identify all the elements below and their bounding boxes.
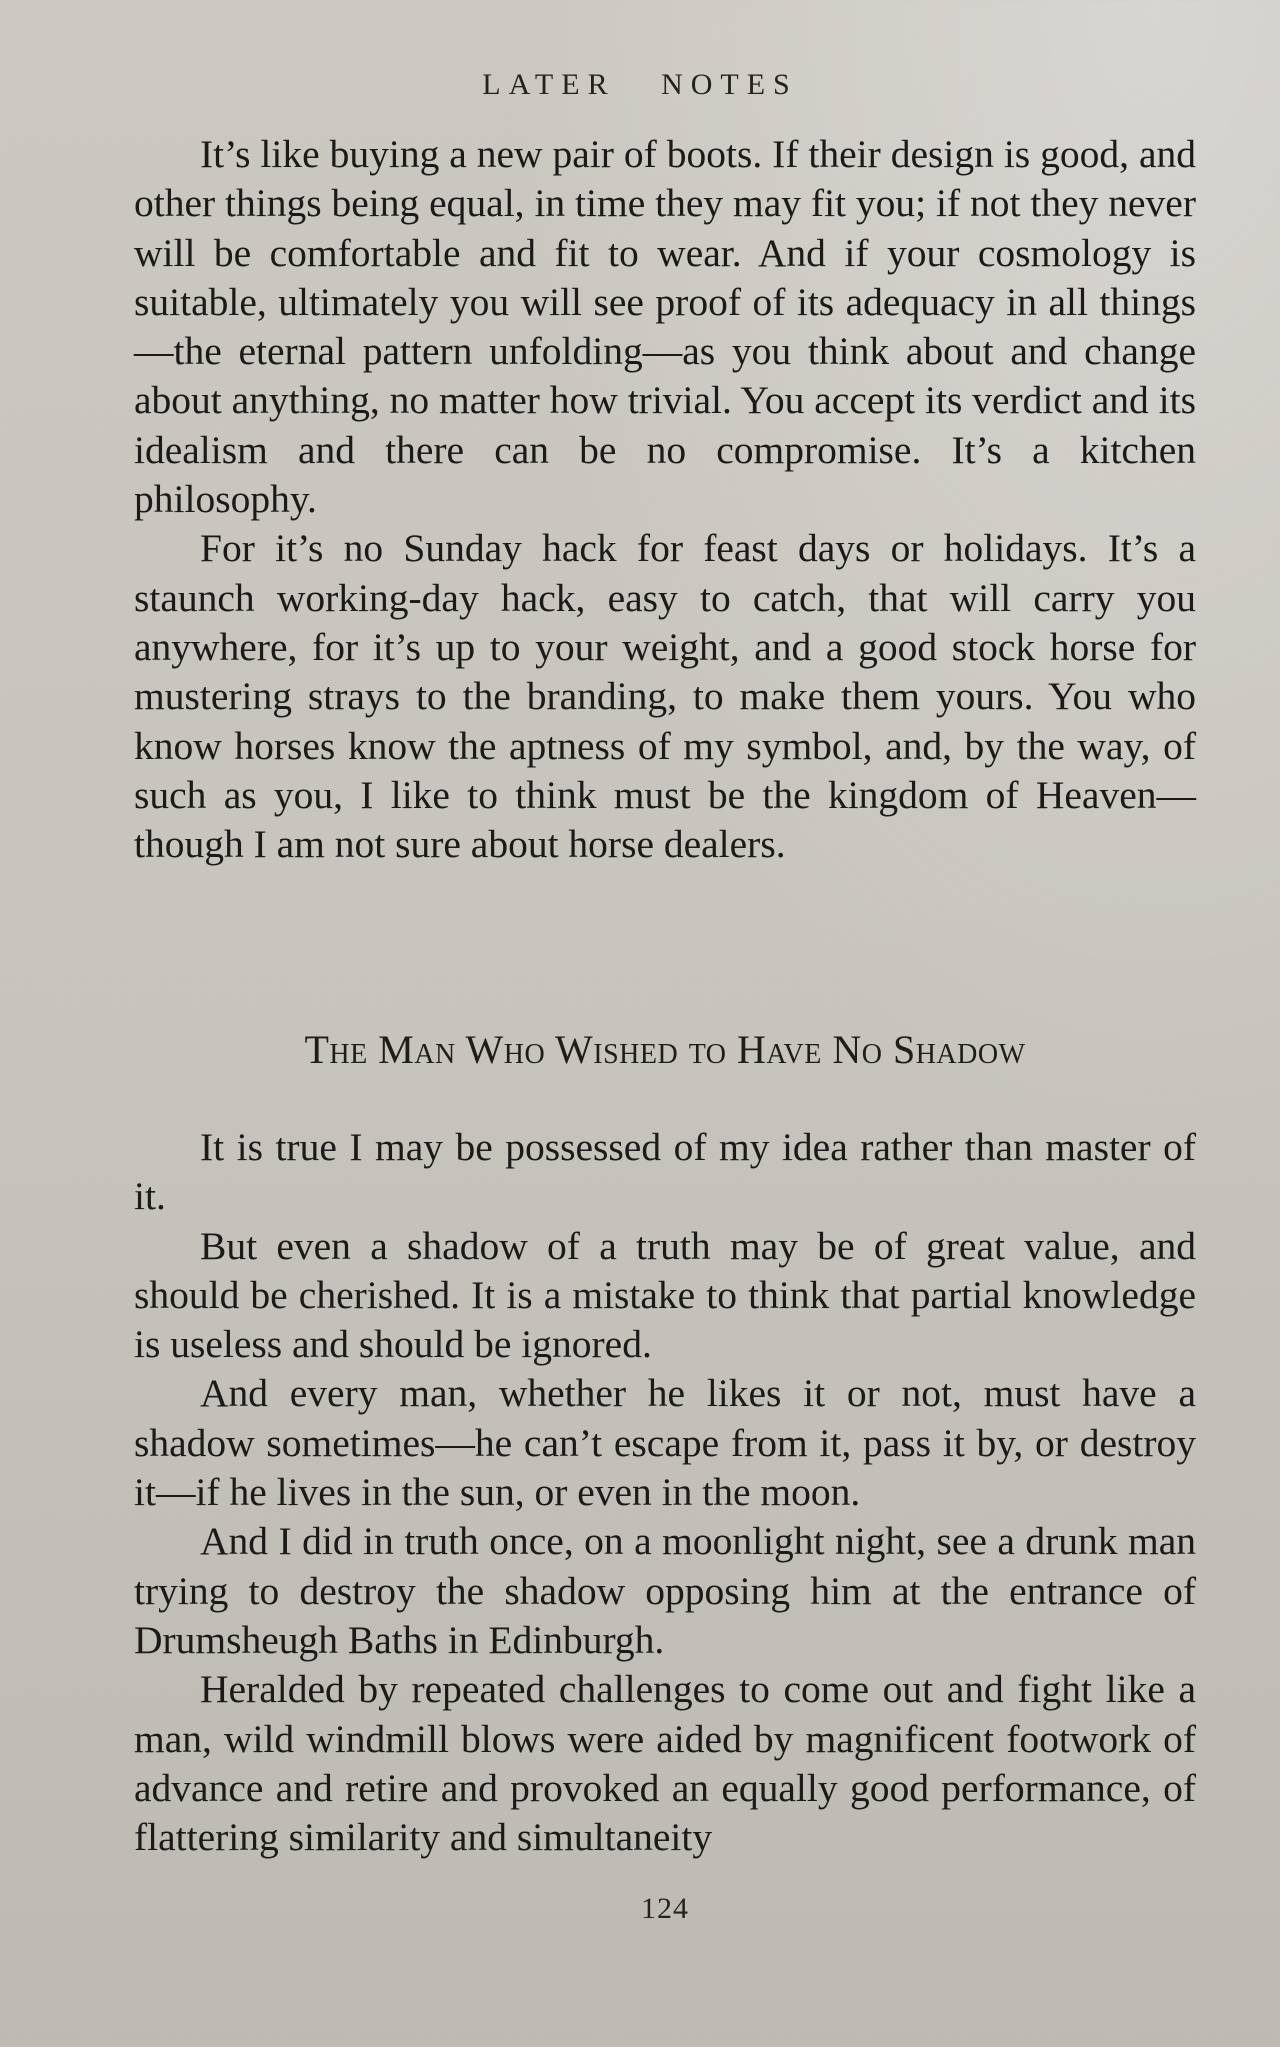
paragraph: It’s like buying a new pair of boots. If their design is good, and other things being equal, in time they may fit you; if not they never will be comfortable and fit to wear. And if your cosmology is suitable, ultimately you will see proof of its adequacy in all things—the eternal pattern unfolding—as you think about and change about anything, no matter how trivial. You accept its verdict and its idealism and there can be no compromise. It’s a kitchen philosophy. — [134, 132, 1196, 522]
paragraph: Heralded by repeated challenges to come out and fight like a man, wild windmill blows were aided by magnificent footwork of advance and retire and provoked an equally good performance, of flattering similarity and simultaneity — [134, 1667, 1196, 1860]
page-number: 124 — [641, 1892, 689, 1925]
bottom-text-block — [134, 1123, 1196, 1862]
paragraph: It is true I may be possessed of my idea rather than master of it. — [134, 1125, 1196, 1219]
paragraph: But even a shadow of a truth may be of great value, and should be cherished. It is a mistake to think that partial knowledge is useless and should be ignored. — [134, 1223, 1196, 1367]
paragraph: For it’s no Sunday hack for feast days or holidays. It’s a staunch working-day hack, easy to catch, that will carry you anywhere, for it’s up to your weight, and a good stock horse for mustering strays to the branding, to make them yours. You who know horses know the aptness of my symbol, and, by the way, of such as you, I like to think must be the kingdom of Heaven—though I am not sure about horse dealers. — [134, 526, 1196, 867]
paragraph: And every man, whether he likes it or not, must have a shadow sometimes—he can’t escape from it, pass it by, or destroy it—if he lives in the sun, or even in the moon. — [134, 1371, 1196, 1515]
top-text-block — [134, 130, 1196, 869]
section-title: The Man Who Wished to Have No Shadow — [304, 1027, 1026, 1072]
paragraph: And I did in truth once, on a moonlight night, see a drunk man trying to destroy the shadow opposing him at the entrance of Drumsheugh Baths in Edinburgh. — [134, 1519, 1196, 1662]
running-head: LATER NOTES — [482, 68, 798, 101]
